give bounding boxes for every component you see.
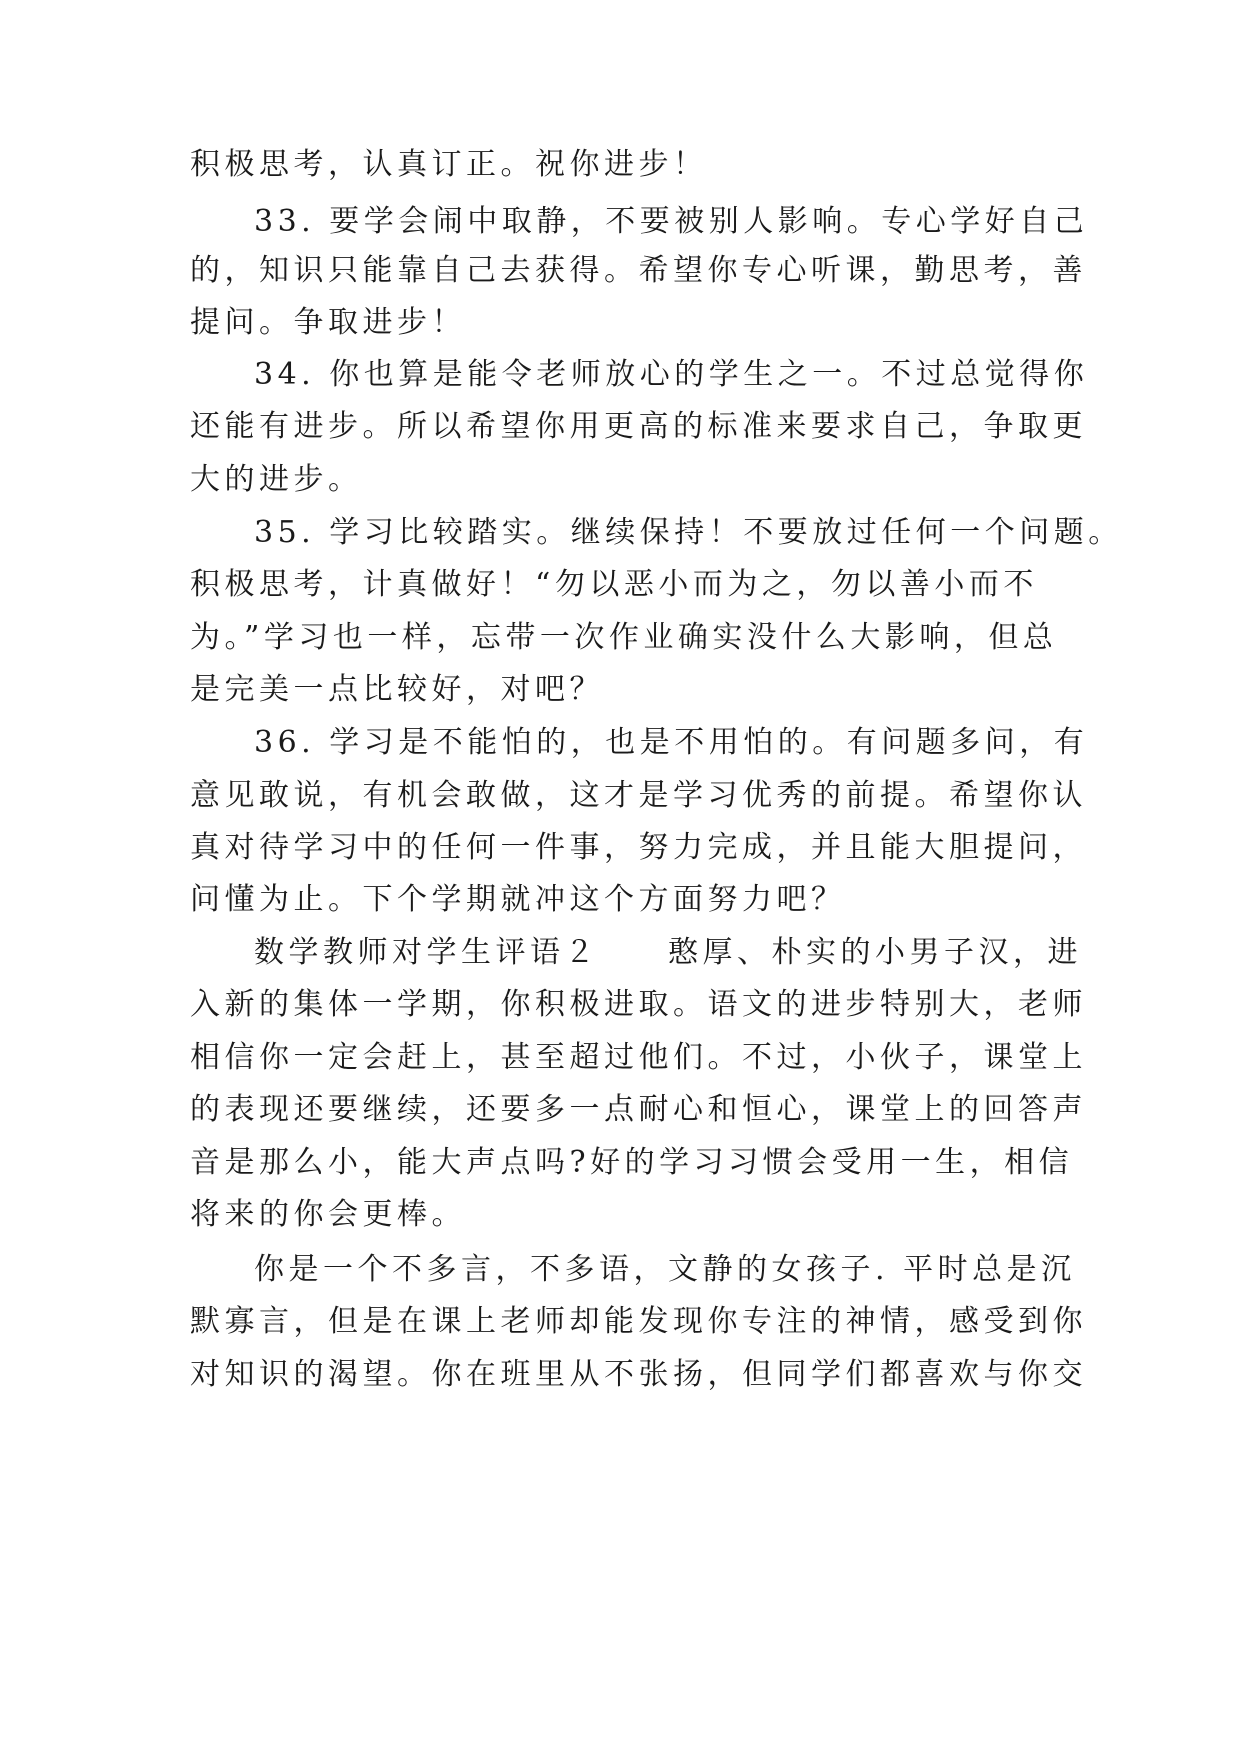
text-line: 积极思考，计真做好！“勿以恶小而为之，勿以善小而不 [190, 567, 1038, 602]
text-line: 大的进步。 [190, 462, 363, 497]
text-line: 是完美一点比较好，对吧？ [190, 672, 604, 707]
text-line: 音是那么小，能大声点吗?好的学习习惯会受用一生，相信 [190, 1145, 1074, 1180]
text-line: 真对待学习中的任何一件事，努力完成，并且能大胆提问， [190, 830, 1087, 865]
text-line: 积极思考，认真订正。祝你进步！ [190, 147, 708, 182]
text-line: 33. 要学会闹中取静，不要被别人影响。专心学好自己 [254, 204, 1089, 239]
text-line: 对知识的渴望。你在班里从不张扬，但同学们都喜欢与你交 [190, 1357, 1087, 1392]
text-line: 将来的你会更棒。 [190, 1197, 466, 1232]
text-line: 还能有进步。所以希望你用更高的标准来要求自己，争取更 [190, 409, 1087, 444]
text-line: 36. 学习是不能怕的，也是不用怕的。有问题多问，有 [254, 725, 1089, 760]
text-line: 为。”学习也一样，忘带一次作业确实没什么大影响，但总 [190, 620, 1058, 655]
text-line: 默寡言，但是在课上老师却能发现你专注的神情，感受到你 [190, 1304, 1087, 1339]
text-line: 提问。争取进步！ [190, 305, 466, 340]
text-line: 34. 你也算是能令老师放心的学生之一。不过总觉得你 [254, 357, 1089, 392]
text-line: 相信你一定会赶上，甚至超过他们。不过，小伙子，课堂上 [190, 1040, 1087, 1075]
text-line: 35. 学习比较踏实。继续保持！不要放过任何一个问题。 [254, 515, 1123, 550]
text-line: 的，知识只能靠自己去获得。希望你专心听课，勤思考，善 [190, 253, 1087, 288]
text-line: 入新的集体一学期，你积极进取。语文的进步特别大，老师 [190, 987, 1087, 1022]
text-line: 你是一个不多言，不多语，文静的女孩子. 平时总是沉 [254, 1252, 1076, 1287]
text-line: 问懂为止。下个学期就冲这个方面努力吧？ [190, 882, 846, 917]
text-line: 意见敢说，有机会敢做，这才是学习优秀的前提。希望你认 [190, 778, 1087, 813]
text-line: 的表现还要继续，还要多一点耐心和恒心，课堂上的回答声 [190, 1092, 1087, 1127]
text-line: 数学教师对学生评语２ 憨厚、朴实的小男子汉，进 [254, 935, 1082, 970]
